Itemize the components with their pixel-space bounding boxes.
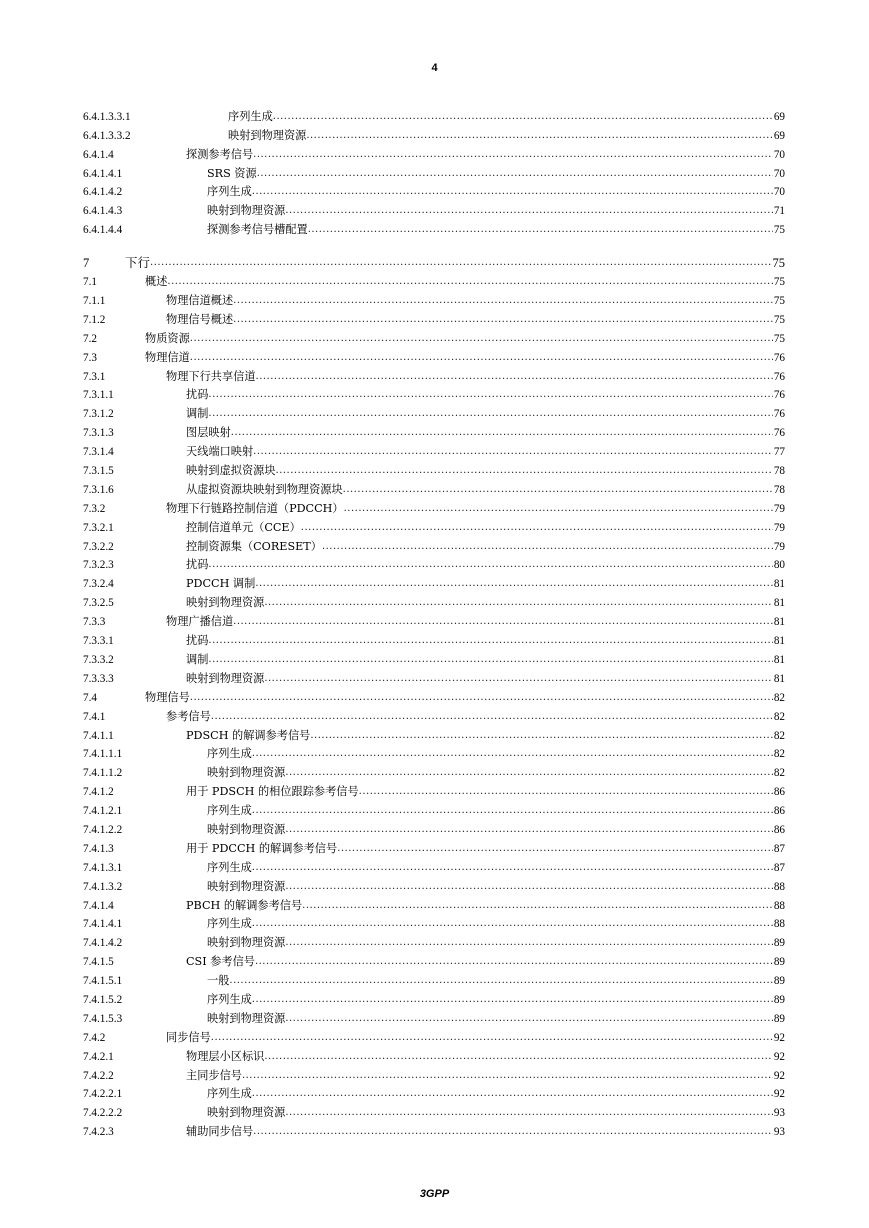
toc-dot-leader: [233, 312, 773, 327]
toc-entry-page: 89: [773, 993, 785, 1006]
toc-dot-leader: [252, 184, 773, 199]
toc-entry[interactable]: [83, 572, 785, 591]
toc-dot-leader: [359, 784, 773, 799]
toc-entry-title: 映射到物理资源: [207, 766, 286, 780]
toc-entry-page: 75: [773, 295, 785, 308]
toc-entry-title: 物理信道概述: [166, 294, 234, 308]
toc-entry-page: 81: [773, 653, 785, 666]
toc-entry-title: 物理信道: [145, 350, 190, 364]
toc-entry-number: 7.4.2.3: [83, 1126, 114, 1139]
toc-entry-title: 扰码: [186, 558, 209, 572]
toc-entry[interactable]: [83, 591, 785, 610]
toc-entry-page: 82: [773, 691, 785, 704]
toc-dot-leader: [308, 222, 773, 237]
toc-dot-leader: [190, 350, 773, 365]
footer-3gpp: 3GPP: [419, 1188, 450, 1200]
toc-entry-page: 92: [773, 1050, 785, 1063]
toc-entry-number: 7.4.1.1: [83, 729, 114, 742]
toc-entry-number: 7.3.2.5: [83, 597, 114, 610]
toc-entry-page: 79: [773, 521, 785, 534]
toc-entry-number: 7.4.2: [83, 1031, 106, 1044]
toc-entry-number: 7.4.1.2.1: [83, 805, 123, 818]
toc-entry-page: 76: [773, 427, 785, 440]
toc-entry-title: 参考信号: [166, 709, 211, 723]
toc-entry-number: 6.4.1.4.2: [83, 186, 123, 199]
toc-entry-page: 82: [773, 729, 785, 742]
toc-dot-leader: [285, 1011, 772, 1026]
toc-entry-number: 7.4.1.4.2: [83, 937, 123, 950]
toc-entry[interactable]: [83, 1026, 785, 1045]
toc-entry-title: 探测参考信号: [186, 147, 254, 161]
toc-entry-page: 88: [773, 899, 785, 912]
toc-dot-leader: [208, 652, 772, 667]
page-number: 4: [431, 62, 438, 74]
toc-dot-leader: [322, 539, 773, 554]
toc-entry-title: 辅助同步信号: [186, 1125, 254, 1139]
toc-dot-leader: [337, 841, 773, 856]
toc-entry[interactable]: [83, 346, 785, 365]
toc-entry[interactable]: [83, 421, 785, 440]
toc-entry-title: 序列生成: [207, 185, 252, 199]
toc-entry-title: 映射到虚拟资源块: [186, 464, 276, 478]
toc-entry-title: 一般: [207, 974, 230, 988]
toc-dot-leader: [208, 406, 772, 421]
toc-entry[interactable]: [83, 629, 785, 648]
toc-entry-title: 扰码: [186, 634, 209, 648]
toc-entry[interactable]: [83, 270, 785, 289]
toc-dot-leader: [256, 369, 773, 384]
toc-dot-leader: [211, 1030, 773, 1045]
toc-entry-title: 序列生成: [207, 747, 252, 761]
toc-entry[interactable]: [83, 875, 785, 894]
toc-entry-title: 序列生成: [207, 1087, 252, 1101]
toc-entry-number: 7.4.1.4.1: [83, 918, 123, 931]
toc-entry[interactable]: [83, 478, 785, 497]
toc-entry-number: 7.4.2.1: [83, 1050, 114, 1063]
toc-entry[interactable]: [83, 199, 785, 218]
toc-entry[interactable]: [83, 162, 785, 181]
toc-entry[interactable]: [83, 1007, 785, 1026]
toc-dot-leader: [211, 709, 773, 724]
toc-entry-title: 控制信道单元（CCE）: [186, 520, 301, 534]
toc-entry-number: 6.4.1.4.3: [83, 205, 123, 218]
toc-entry-title: 物理层小区标识: [186, 1049, 265, 1063]
toc-dot-leader: [229, 973, 772, 988]
toc-dot-leader: [255, 576, 773, 591]
toc-entry-page: 92: [773, 1031, 785, 1044]
toc-entry-number: 7.3.3.1: [83, 635, 114, 648]
toc-entry-page: 71: [773, 205, 785, 218]
toc-dot-leader: [306, 128, 772, 143]
toc-entry-page: 87: [773, 861, 785, 874]
toc-entry-title: 物理信号概述: [166, 312, 234, 326]
toc-entry-number: 7.4.1.1.2: [83, 767, 123, 780]
toc-entry-title: 用于 PDCCH 的解调参考信号: [186, 841, 338, 855]
toc-entry-page: 70: [773, 186, 785, 199]
toc-entry-number: 7.4.2.2: [83, 1069, 114, 1082]
toc-entry-title: 映射到物理资源: [207, 1106, 286, 1120]
toc-entry-page: 81: [773, 635, 785, 648]
toc-entry-page: 75: [772, 256, 785, 271]
toc-entry-page: 75: [773, 313, 785, 326]
toc-dot-leader: [273, 109, 773, 124]
toc-entry[interactable]: [83, 384, 785, 403]
toc-dot-leader: [150, 254, 771, 270]
toc-entry[interactable]: [83, 181, 785, 200]
toc-entry-number: 7.3: [83, 351, 97, 364]
toc-entry-number: 7.2: [83, 332, 97, 345]
toc-entry-number: 6.4.1.3.3.1: [83, 110, 131, 123]
toc-entry-number: 7.1.1: [83, 295, 106, 308]
toc-entry-number: 7.4.2.2.1: [83, 1088, 123, 1101]
toc-entry[interactable]: [83, 610, 785, 629]
toc-entry-title: 扰码: [186, 388, 209, 402]
toc-entry-number: 7.3.2.3: [83, 559, 114, 572]
toc-entry[interactable]: [83, 516, 785, 535]
toc-entry-title: 映射到物理资源: [207, 1011, 286, 1025]
toc-entry[interactable]: [83, 988, 785, 1007]
toc-entry-number: 7.4.1.4: [83, 899, 114, 912]
toc-entry-title: 映射到物理资源: [186, 671, 265, 685]
toc-entry-page: 81: [773, 672, 785, 685]
toc-entry[interactable]: [83, 1064, 785, 1083]
toc-entry-page: 93: [773, 1107, 785, 1120]
toc-entry-number: 6.4.1.3.3.2: [83, 129, 131, 142]
toc-entry-number: 7.1: [83, 276, 97, 289]
toc-dot-leader: [302, 898, 773, 913]
toc-entry-page: 86: [773, 805, 785, 818]
toc-entry-page: 69: [773, 129, 785, 142]
toc-entry[interactable]: [83, 143, 785, 162]
toc-entry-number: 7.3.1.2: [83, 408, 114, 421]
toc-entry-page: 76: [773, 408, 785, 421]
toc-dot-leader: [344, 501, 773, 516]
toc-dot-leader: [231, 425, 773, 440]
toc-entry-title: 概述: [145, 275, 168, 289]
toc-entry-page: 86: [773, 786, 785, 799]
toc-entry-page: 89: [773, 937, 785, 950]
toc-entry-title: 物理下行共享信道: [166, 369, 256, 383]
toc-entry-page: 82: [773, 748, 785, 761]
toc-entry-number: 7.3.1.6: [83, 483, 114, 496]
toc-entry[interactable]: [83, 1083, 785, 1102]
toc-entry[interactable]: [83, 327, 785, 346]
toc-entry-title: 下行: [125, 255, 151, 271]
toc-entry-page: 89: [773, 956, 785, 969]
toc-entry[interactable]: [83, 648, 785, 667]
toc-entry[interactable]: [83, 818, 785, 837]
toc-entry-page: 81: [773, 578, 785, 591]
toc-entry-page: 76: [773, 351, 785, 364]
toc-entry[interactable]: [83, 894, 785, 913]
toc-entry[interactable]: [83, 554, 785, 573]
toc-entry-page: 92: [773, 1069, 785, 1082]
toc-entry[interactable]: [83, 1045, 785, 1064]
toc-dot-leader: [253, 147, 773, 162]
toc-entry-page: 89: [773, 975, 785, 988]
toc-entry[interactable]: [83, 969, 785, 988]
toc-dot-leader: [285, 822, 772, 837]
toc-entry-number: 7.4.2.2.2: [83, 1107, 123, 1120]
toc-entry-number: 7.4.1: [83, 710, 106, 723]
toc-entry[interactable]: [83, 124, 785, 143]
toc-entry-title: SRS 资源: [207, 166, 257, 180]
toc-dot-leader: [301, 520, 773, 535]
toc-entry-title: 序列生成: [207, 992, 252, 1006]
toc-entry-number: 7.3.1.5: [83, 465, 114, 478]
toc-entry-number: 7: [83, 256, 90, 271]
toc-dot-leader: [167, 274, 772, 289]
toc-dot-leader: [285, 1105, 772, 1120]
toc-entry[interactable]: [83, 289, 785, 308]
toc-entry-title: PBCH 的解调参考信号: [186, 898, 303, 912]
toc-dot-leader: [208, 557, 772, 572]
toc-entry-number: 7.3.2.1: [83, 521, 114, 534]
toc-dot-leader: [253, 1124, 773, 1139]
toc-entry-page: 81: [773, 616, 785, 629]
toc-entry-page: 77: [773, 446, 785, 459]
toc-entry-page: 75: [773, 224, 785, 237]
toc-entry[interactable]: [83, 1101, 785, 1120]
toc-dot-leader: [190, 690, 773, 705]
toc-dot-leader: [242, 1068, 773, 1083]
toc-entry[interactable]: [83, 856, 785, 875]
toc-entry-title: CSI 参考信号: [186, 955, 255, 969]
toc-entry[interactable]: [83, 761, 785, 780]
toc-entry-number: 7.4.1.5.3: [83, 1012, 123, 1025]
toc-entry-title: 映射到物理资源: [207, 822, 286, 836]
toc-entry[interactable]: [83, 497, 785, 516]
toc-entry-page: 79: [773, 502, 785, 515]
toc-entry[interactable]: [83, 743, 785, 762]
toc-entry-number: 7.3.2.4: [83, 578, 114, 591]
toc-entry-page: 89: [773, 1012, 785, 1025]
toc-entry-page: 86: [773, 823, 785, 836]
toc-entry-title: 序列生成: [207, 917, 252, 931]
toc-entry-number: 7.1.2: [83, 313, 106, 326]
toc-entry-number: 7.4.1.3.1: [83, 861, 123, 874]
toc-entry[interactable]: [83, 218, 785, 237]
toc-dot-leader: [264, 595, 772, 610]
toc-dot-leader: [252, 746, 773, 761]
toc-dot-leader: [264, 671, 772, 686]
toc-entry-number: 7.4.1.1.1: [83, 748, 123, 761]
toc-entry-title: 物理广播信道: [166, 615, 234, 629]
toc-entry-number: 7.4.1.5.2: [83, 993, 123, 1006]
toc-entry[interactable]: [83, 950, 785, 969]
toc-dot-leader: [343, 482, 773, 497]
toc-entry[interactable]: [83, 837, 785, 856]
toc-entry-number: 7.4.1.3.2: [83, 880, 123, 893]
toc-entry-number: 7.3.1.3: [83, 427, 114, 440]
toc-entry[interactable]: [83, 402, 785, 421]
toc-entry-title: 调制: [186, 407, 209, 421]
toc-entry[interactable]: [83, 913, 785, 932]
toc-entry-page: 70: [773, 148, 785, 161]
toc-entry-page: 87: [773, 842, 785, 855]
toc-entry[interactable]: [83, 724, 785, 743]
toc-entry-page: 75: [773, 332, 785, 345]
toc-dot-leader: [208, 633, 772, 648]
toc-dot-leader: [255, 954, 773, 969]
toc-dot-leader: [252, 992, 773, 1007]
toc-entry-number: 7.4.1.5.1: [83, 975, 123, 988]
toc-entry[interactable]: [83, 535, 785, 554]
toc-entry[interactable]: [83, 308, 785, 327]
toc-entry-page: 82: [773, 767, 785, 780]
toc-entry-number: 6.4.1.4.1: [83, 167, 123, 180]
toc-entry-number: 7.3.1.1: [83, 389, 114, 402]
toc-dot-leader: [233, 614, 773, 629]
toc-entry[interactable]: [83, 799, 785, 818]
toc-entry-title: PDSCH 的解调参考信号: [186, 728, 311, 742]
toc-dot-leader: [253, 444, 773, 459]
toc-entry-number: 7.3.1: [83, 370, 106, 383]
toc-entry-number: 7.3.2.2: [83, 540, 114, 553]
toc-entry-page: 81: [773, 597, 785, 610]
toc-entry-page: 76: [773, 370, 785, 383]
toc-entry-page: 82: [773, 710, 785, 723]
toc-entry-number: 7.4.1.3: [83, 842, 114, 855]
toc-dot-leader: [310, 728, 772, 743]
toc-entry-number: 7.4.1.2.2: [83, 823, 123, 836]
toc-entry[interactable]: [83, 365, 785, 384]
toc-entry-page: 69: [773, 110, 785, 123]
toc-dot-leader: [252, 860, 773, 875]
toc-entry-title: 物质资源: [145, 331, 190, 345]
toc-entry-page: 92: [773, 1088, 785, 1101]
toc-entry-title: 探测参考信号槽配置: [207, 223, 308, 237]
toc-entry-page: 88: [773, 918, 785, 931]
toc-entry-title: 映射到物理资源: [228, 128, 307, 142]
toc-dot-leader: [285, 203, 772, 218]
toc-entry-title: 映射到物理资源: [186, 596, 265, 610]
toc-entry-page: 76: [773, 389, 785, 402]
toc-entry-title: 映射到物理资源: [207, 879, 286, 893]
toc-entry-title: 用于 PDSCH 的相位跟踪参考信号: [186, 785, 359, 799]
toc-dot-leader: [264, 1049, 772, 1064]
toc-dot-leader: [276, 463, 773, 478]
toc-entry[interactable]: [83, 931, 785, 950]
toc-entry-title: 物理信号: [145, 690, 190, 704]
toc-entry-title: 同步信号: [166, 1030, 211, 1044]
toc-entry-title: 天线端口映射: [186, 445, 254, 459]
toc-entry-title: 主同步信号: [186, 1068, 242, 1082]
toc-entry[interactable]: [83, 705, 785, 724]
toc-entry[interactable]: [83, 667, 785, 686]
toc-entry-number: 7.3.3.3: [83, 672, 114, 685]
toc-entry[interactable]: [83, 686, 785, 705]
toc-entry-title: 物理下行链路控制信道（PDCCH）: [166, 501, 344, 515]
toc-entry-number: 7.3.2: [83, 502, 106, 515]
toc-entry-page: 88: [773, 880, 785, 893]
toc-entry-page: 80: [773, 559, 785, 572]
toc-entry-title: 调制: [186, 652, 209, 666]
toc-entry-title: 映射到物理资源: [207, 204, 286, 218]
toc-entry-title: 序列生成: [207, 860, 252, 874]
toc-dot-leader: [257, 166, 773, 181]
toc-dot-leader: [208, 387, 772, 402]
toc-entry-page: 78: [773, 483, 785, 496]
toc-entry[interactable]: [83, 780, 785, 799]
toc-entry-number: 7.4.1.2: [83, 786, 114, 799]
toc-dot-leader: [252, 803, 773, 818]
toc-entry-title: PDCCH 调制: [186, 577, 256, 591]
toc-entry[interactable]: [83, 1120, 785, 1139]
toc-entry-page: 75: [773, 276, 785, 289]
toc-entry-title: 序列生成: [228, 109, 273, 123]
toc-entry-page: 78: [773, 465, 785, 478]
toc-entry-number: 7.3.3.2: [83, 653, 114, 666]
toc-entry-number: 7.4.1.5: [83, 956, 114, 969]
toc-entry-number: 6.4.1.4: [83, 148, 114, 161]
toc-entry-title: 图层映射: [186, 426, 231, 440]
toc-entry-title: 从虚拟资源块映射到物理资源块: [186, 482, 343, 496]
toc-entry-page: 93: [773, 1126, 785, 1139]
toc-entry-page: 70: [773, 167, 785, 180]
toc-dot-leader: [190, 331, 773, 346]
toc-entry-title: 映射到物理资源: [207, 936, 286, 950]
table-of-contents: [83, 105, 785, 1139]
toc-entry[interactable]: [83, 459, 785, 478]
toc-dot-leader: [233, 293, 773, 308]
toc-entry-number: 7.3.3: [83, 616, 106, 629]
toc-entry-number: 7.3.1.4: [83, 446, 114, 459]
toc-entry[interactable]: [83, 247, 785, 270]
toc-entry[interactable]: [83, 105, 785, 124]
toc-entry-title: 控制资源集（CORESET）: [186, 539, 322, 553]
toc-dot-leader: [285, 765, 772, 780]
toc-entry-number: 6.4.1.4.4: [83, 224, 123, 237]
toc-entry-title: 序列生成: [207, 804, 252, 818]
toc-dot-leader: [252, 916, 773, 931]
toc-entry[interactable]: [83, 440, 785, 459]
toc-dot-leader: [285, 935, 772, 950]
toc-entry-page: 79: [773, 540, 785, 553]
toc-dot-leader: [252, 1086, 773, 1101]
toc-dot-leader: [285, 879, 772, 894]
toc-entry-number: 7.4: [83, 691, 97, 704]
